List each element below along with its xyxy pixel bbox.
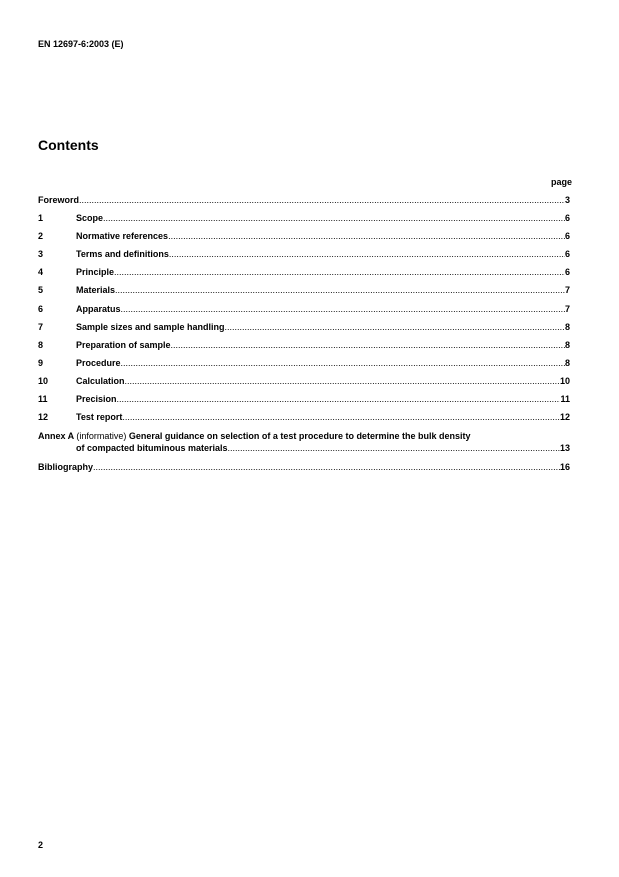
toc-entry-number: 4 bbox=[38, 267, 44, 278]
toc-entry-number: 9 bbox=[38, 357, 44, 368]
toc-entry-title: Materials bbox=[76, 285, 116, 296]
toc-entry-calculation[interactable] bbox=[38, 376, 570, 394]
contents-heading: Contents bbox=[38, 137, 99, 153]
page-number: 2 bbox=[38, 840, 44, 850]
table-of-contents bbox=[38, 195, 570, 480]
annex-title-line2: of compacted bituminous materials bbox=[76, 443, 228, 454]
toc-entry-page: 12 bbox=[559, 412, 570, 423]
toc-entry-title: Apparatus bbox=[76, 303, 121, 314]
toc-entry-page: 6 bbox=[564, 267, 570, 278]
annex-type: (informative) bbox=[76, 431, 127, 442]
toc-entry-title: Principle bbox=[76, 267, 115, 278]
toc-entry-title: Terms and definitions bbox=[76, 249, 169, 260]
toc-entry-number: 3 bbox=[38, 249, 44, 260]
toc-leader-dots bbox=[225, 322, 565, 333]
toc-entry-materials[interactable] bbox=[38, 285, 570, 303]
toc-entry-page: 6 bbox=[564, 213, 570, 224]
toc-entry-normative-references[interactable] bbox=[38, 231, 570, 249]
annex-title-line1: General guidance on selection of a test procedure to determine the bulk density bbox=[128, 431, 471, 442]
toc-leader-dots bbox=[122, 412, 560, 423]
toc-entry-page: 7 bbox=[564, 303, 570, 314]
toc-leader-dots bbox=[171, 340, 565, 351]
annex-heading-line bbox=[38, 430, 570, 442]
toc-entry-apparatus[interactable] bbox=[38, 304, 570, 322]
toc-entry-title: Procedure bbox=[76, 357, 121, 368]
toc-entry-page: 11 bbox=[560, 394, 570, 405]
toc-entry-title: Scope bbox=[76, 213, 104, 224]
toc-entry-title: Normative references bbox=[76, 231, 169, 242]
toc-entry-page: 16 bbox=[559, 462, 570, 473]
toc-entry-bibliography[interactable] bbox=[38, 462, 570, 480]
toc-entry-foreword[interactable] bbox=[38, 195, 570, 213]
toc-entry-annex-a[interactable] bbox=[38, 430, 570, 462]
toc-entry-terms-and-definitions[interactable] bbox=[38, 249, 570, 267]
toc-entry-number: 6 bbox=[38, 303, 44, 314]
page-column-label: page bbox=[550, 177, 572, 187]
toc-entry-page: 8 bbox=[564, 357, 570, 368]
toc-entry-preparation-of-sample[interactable] bbox=[38, 340, 570, 358]
toc-entry-page: 8 bbox=[564, 339, 570, 350]
toc-leader-dots bbox=[121, 304, 565, 315]
toc-entry-precision[interactable] bbox=[38, 394, 570, 412]
toc-entry-number: 5 bbox=[38, 285, 44, 296]
toc-entry-procedure[interactable] bbox=[38, 358, 570, 376]
toc-entry-number: 1 bbox=[38, 213, 44, 224]
toc-entry-number: 10 bbox=[38, 375, 49, 386]
toc-leader-dots bbox=[125, 376, 560, 387]
toc-entry-title: Preparation of sample bbox=[76, 339, 171, 350]
annex-continuation-line bbox=[38, 442, 570, 454]
toc-leader-dots bbox=[168, 231, 565, 242]
toc-leader-dots bbox=[115, 285, 565, 296]
toc-entry-page: 10 bbox=[559, 375, 570, 386]
toc-entry-title: Bibliography bbox=[38, 462, 94, 473]
toc-entry-number: 7 bbox=[38, 321, 44, 332]
toc-leader-dots bbox=[121, 358, 565, 369]
toc-entry-page: 8 bbox=[564, 321, 570, 332]
toc-entry-number: 12 bbox=[38, 412, 49, 423]
document-id: EN 12697-6:2003 (E) bbox=[38, 39, 124, 49]
toc-entry-page: 6 bbox=[564, 231, 570, 242]
toc-entry-page: 13 bbox=[559, 443, 570, 454]
toc-entry-title: Calculation bbox=[76, 375, 125, 386]
toc-leader-dots bbox=[169, 249, 565, 260]
toc-entry-principle[interactable] bbox=[38, 267, 570, 285]
toc-leader-dots bbox=[93, 462, 560, 473]
toc-entry-number: 11 bbox=[38, 394, 48, 405]
toc-entry-test-report[interactable] bbox=[38, 412, 570, 430]
annex-label: Annex A bbox=[38, 431, 74, 442]
toc-leader-dots bbox=[228, 442, 560, 454]
toc-entry-page: 6 bbox=[564, 249, 570, 260]
toc-leader-dots bbox=[79, 195, 565, 206]
toc-leader-dots bbox=[114, 267, 565, 278]
toc-entry-number: 2 bbox=[38, 231, 44, 242]
toc-entry-title: Precision bbox=[76, 394, 117, 405]
toc-entry-scope[interactable] bbox=[38, 213, 570, 231]
toc-entry-title: Sample sizes and sample handling bbox=[76, 321, 225, 332]
toc-entry-title: Foreword bbox=[38, 195, 80, 205]
toc-entry-page: 3 bbox=[564, 195, 570, 205]
toc-leader-dots bbox=[117, 394, 561, 405]
toc-entry-title: Test report bbox=[76, 412, 123, 423]
toc-entry-number: 8 bbox=[38, 339, 44, 350]
toc-leader-dots bbox=[103, 213, 565, 224]
toc-entry-page: 7 bbox=[564, 285, 570, 296]
toc-entry-sample-sizes[interactable] bbox=[38, 322, 570, 340]
